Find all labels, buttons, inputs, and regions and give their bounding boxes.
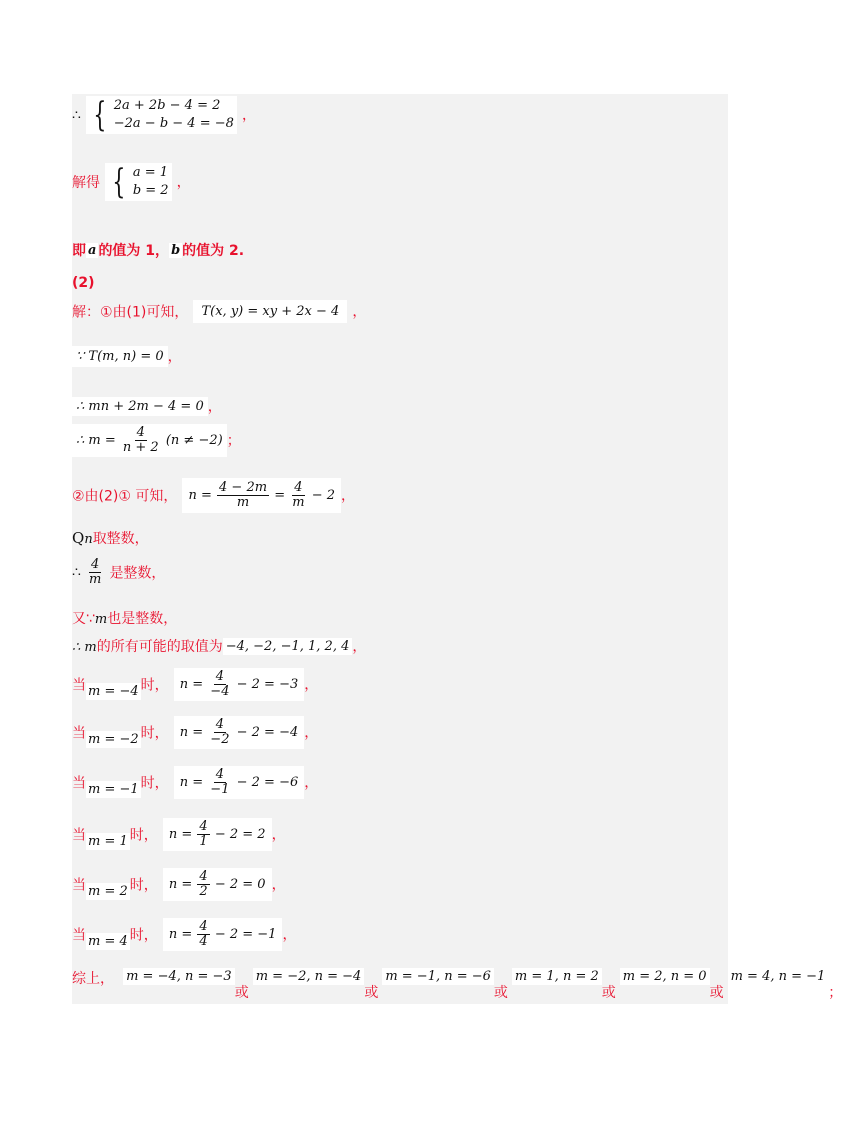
case-condition: m = −1	[88, 782, 139, 797]
part-2-step-2: ②由(2)① 可知， n = $\frac{4 - 2m}{m}$ = $\frac{4}{m}$ − 2 ，	[72, 478, 355, 513]
answer-line: 即 a 的值为 1， b 的值为 2.	[72, 243, 245, 259]
summary-pair: m = 2, n = 0	[620, 968, 710, 985]
part-2-heading: (2)	[72, 275, 95, 291]
case-line: 当 m = −4 时， n = $\frac{4}{-4}$ − 2 = −3 ，	[72, 669, 319, 699]
case-condition: m = −4	[88, 684, 139, 699]
brace-icon: {	[112, 162, 126, 202]
m-integer-line: 又∵m也是整数，	[72, 611, 178, 627]
case-result: n = $\frac{4}{4}$ − 2 = −1	[163, 918, 283, 951]
m-expression-line: ∴ m = $\frac{4}{n + 2}$ (n ≠ −2) ；	[72, 424, 241, 457]
solution-box	[105, 163, 171, 201]
system-equations-line: ∴ { 2a + 2b − 4 = 2 −2a − b − 4 = −8 ，	[72, 95, 256, 135]
or-word: 或	[601, 985, 616, 1001]
solution-b: b = 2	[132, 183, 169, 198]
case-condition: m = 1	[88, 834, 128, 849]
case-condition: m = 4	[88, 934, 128, 949]
or-word: 或	[364, 985, 379, 1001]
equation-2: −2a − b − 4 = −8	[113, 116, 234, 131]
or-word: 或	[493, 985, 508, 1001]
integer-n-line: Qn取整数，	[72, 529, 149, 547]
integer-fraction-line: ∴ $\frac{4}{m}$ 是整数，	[72, 557, 166, 587]
summary-pair: m = 1, n = 2	[512, 968, 602, 985]
case-result: n = $\frac{4}{-1}$ − 2 = −6	[174, 766, 304, 799]
summary-line	[72, 968, 842, 1001]
equation-1: 2a + 2b − 4 = 2	[113, 98, 221, 113]
m-expression: ∴ m = $\frac{4}{n + 2}$ (n ≠ −2)	[72, 424, 227, 457]
case-result: n = $\frac{4}{2}$ − 2 = 0	[163, 868, 272, 901]
brace-icon: {	[93, 95, 107, 135]
summary-pair: m = −4, n = −3	[123, 968, 235, 985]
case-result: n = $\frac{4}{1}$ − 2 = 2	[163, 818, 272, 851]
case-result: n = $\frac{4}{-2}$ − 2 = −4	[174, 716, 304, 749]
summary-pair: m = 4, n = −1	[728, 968, 829, 985]
solve-line: 解得 { a = 1 b = 2 ，	[72, 162, 191, 202]
or-word: 或	[709, 985, 724, 1001]
system-box	[86, 96, 237, 134]
solve-label: 解得	[72, 175, 100, 191]
case-condition: m = −2	[88, 732, 139, 747]
summary-pair: m = −2, n = −4	[253, 968, 365, 985]
equation-line: ∴ mn + 2m − 4 = 0 ，	[72, 396, 222, 416]
therefore-symbol: ∴	[72, 107, 81, 124]
case-line: 当 m = 1 时， n = $\frac{4}{1}$ − 2 = 2 ，	[72, 819, 286, 849]
case-condition: m = 2	[88, 884, 128, 899]
possible-values-line: ∴ m的所有可能的取值为 −4, −2, −1, 1, 2, 4 ，	[72, 639, 367, 655]
solution-a: a = 1	[132, 165, 169, 180]
summary-pair: m = −1, n = −6	[382, 968, 494, 985]
summary-end: ；	[828, 985, 842, 1001]
case-line: 当 m = 4 时， n = $\frac{4}{4}$ − 2 = −1 ，	[72, 919, 297, 949]
case-result: n = $\frac{4}{-4}$ − 2 = −3	[174, 668, 304, 701]
case-line: 当 m = 2 时， n = $\frac{4}{2}$ − 2 = 0 ，	[72, 869, 286, 899]
given-line: ∵ T(m, n) = 0 ，	[72, 346, 182, 367]
n-expression: n = $\frac{4 - 2m}{m}$ = $\frac{4}{m}$ − 2	[182, 478, 341, 513]
or-word: 或	[234, 985, 249, 1001]
case-line: 当 m = −2 时， n = $\frac{4}{-2}$ − 2 = −4 ，	[72, 717, 319, 747]
part-2-step-1: 解：①由(1)可知， T(x, y) = xy + 2x − 4 ，	[72, 300, 366, 323]
t-definition: T(x, y) = xy + 2x − 4	[193, 300, 347, 323]
case-line: 当 m = −1 时， n = $\frac{4}{-1}$ − 2 = −6 ，	[72, 767, 319, 797]
summary-label: 综上，	[72, 971, 114, 987]
m-values: −4, −2, −1, 1, 2, 4	[223, 638, 353, 655]
